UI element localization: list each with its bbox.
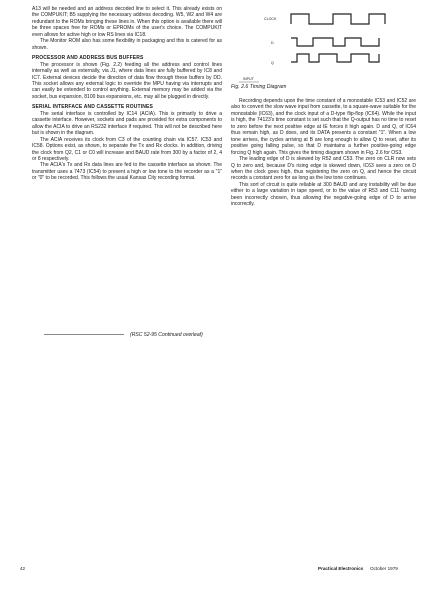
input-label: INPUT [243,77,254,81]
right-column [231,98,416,208]
left-column-heading: SERIAL INTERFACE AND CASSETTE ROUTINES [32,104,153,111]
left-column-paragraph: The processor is shown (Fig. 2.2) feeding all the address and control lines internally as well as externally, via J1, where data lines are fully buffered by IC8 and IC7. External devices decide the direction of data flow through these buffers by DD. This socket allows any external logic to override the MPU having via interrupts and can easily be extended to control anything. External memory may be added via the socket, bus expansion, 8100 bus expansions, etc. may all be plugged in directly. [32,61,222,100]
clock-waveform [291,14,385,24]
q-waveform [291,54,379,62]
d-label: D [271,41,274,45]
left-column-paragraph: A13 will be needed and an address decoded line to select it. This already exists on the COMPUKIT; B5 supplying the necessary address decoding. W5, W2 and W4 are redundant to the ROMs bringing these lines in. When this option is available there will be three spaces free for ROMs or EPROMs of the user's choice. The COMPUKIT even allows for active high or low RS lines via IC18. [32,6,222,38]
right-column-paragraph: The leading edge of D is skewed by R52 and C53. The zero on CLR now sets Q to zero and, because D's rising edge is skewed down, IC63 sees a zero on D when the clock goes high, thus registering the zero on Q, and hence the circuit records a constant zero for as long as the low tone continues. [231,156,416,182]
left-column-paragraph: The ACIA's Tx and Rx data lines are fed to the cassette interface as shown. The transmitter uses a 7473 (IC54) to present a high or low tone to the recorder as a "1" or "0" to be recorded. This follows the usual Kansas City recording format. [32,162,222,182]
figure-caption: Fig. 2.6 Timing Diagram [231,84,287,90]
continued-rule [44,334,124,335]
journal-name: Practical Electronics [318,566,364,571]
right-column-paragraph: Recording depends upon the time constant of a monostable IC53 and IC52 are also to convert the slow wave input from cassette, to a square-wave suitable for the monostable (IC63), and the clock input of a D-type flip-flop (IC64). While the input is high, the 74123's time constant is set such that the Q-output has no time to reset to zero before the next positive edge at IE forces it high again. D and Q, of IC64 thus remain high, as D does, and its DATA presents a constant "1". When a low tone arrives, the cycles arriving at B are long enough to allow Q to reset, after its positive going falling pulse, so that D maintains a further positive-going edge forcing Q high again. This gives the timing diagram shown in Fig. 2.6 for OS3. [231,98,416,156]
d-waveform [291,38,379,46]
continued-note: (RSC 52-95 Continued overleaf) [130,332,203,338]
issue-date: October 1979 [370,566,398,571]
right-column-paragraph: This sort of circuit is quite reliable at 300 BAUD and any instability will be due either to a large variation in tape speed, or to the value of R53 and C11 having been incorrectly chosen, thus allowing the negative-going edge of D to arrive incorrectly. [231,181,416,208]
page-number: 42 [20,566,26,571]
left-column-paragraph: The Monitor ROM also has some flexibility in packaging and this is catered for as shown. [32,38,222,51]
left-column [32,6,222,182]
left-column-heading: PROCESSOR AND ADDRESS BUS BUFFERS [32,55,144,62]
timing-diagram-figure [229,2,419,96]
clock-label: CLOCK [264,17,277,21]
left-column-paragraph: The ACIA receives its clock from C3 of the counting chain via IC57. IC53 and IC58. Options exist, as shown, to separate the Tx and Rx clocks. In addition, driving the clock from Q2, C1 or C0 will increase and BAUD rate from 300 by a factor of 2, 4 or 8 respectively. [32,136,222,162]
q-label: Q [271,61,274,65]
left-column-paragraph: The serial interface is controlled by IC14 (ACIA). This is primarily to drive a cassette interface. However, sockets and pads are provided for extra components to allow the ACIA to drive an RS232 interface if required. This will not be described here but is shown in the diagram. [32,110,222,137]
